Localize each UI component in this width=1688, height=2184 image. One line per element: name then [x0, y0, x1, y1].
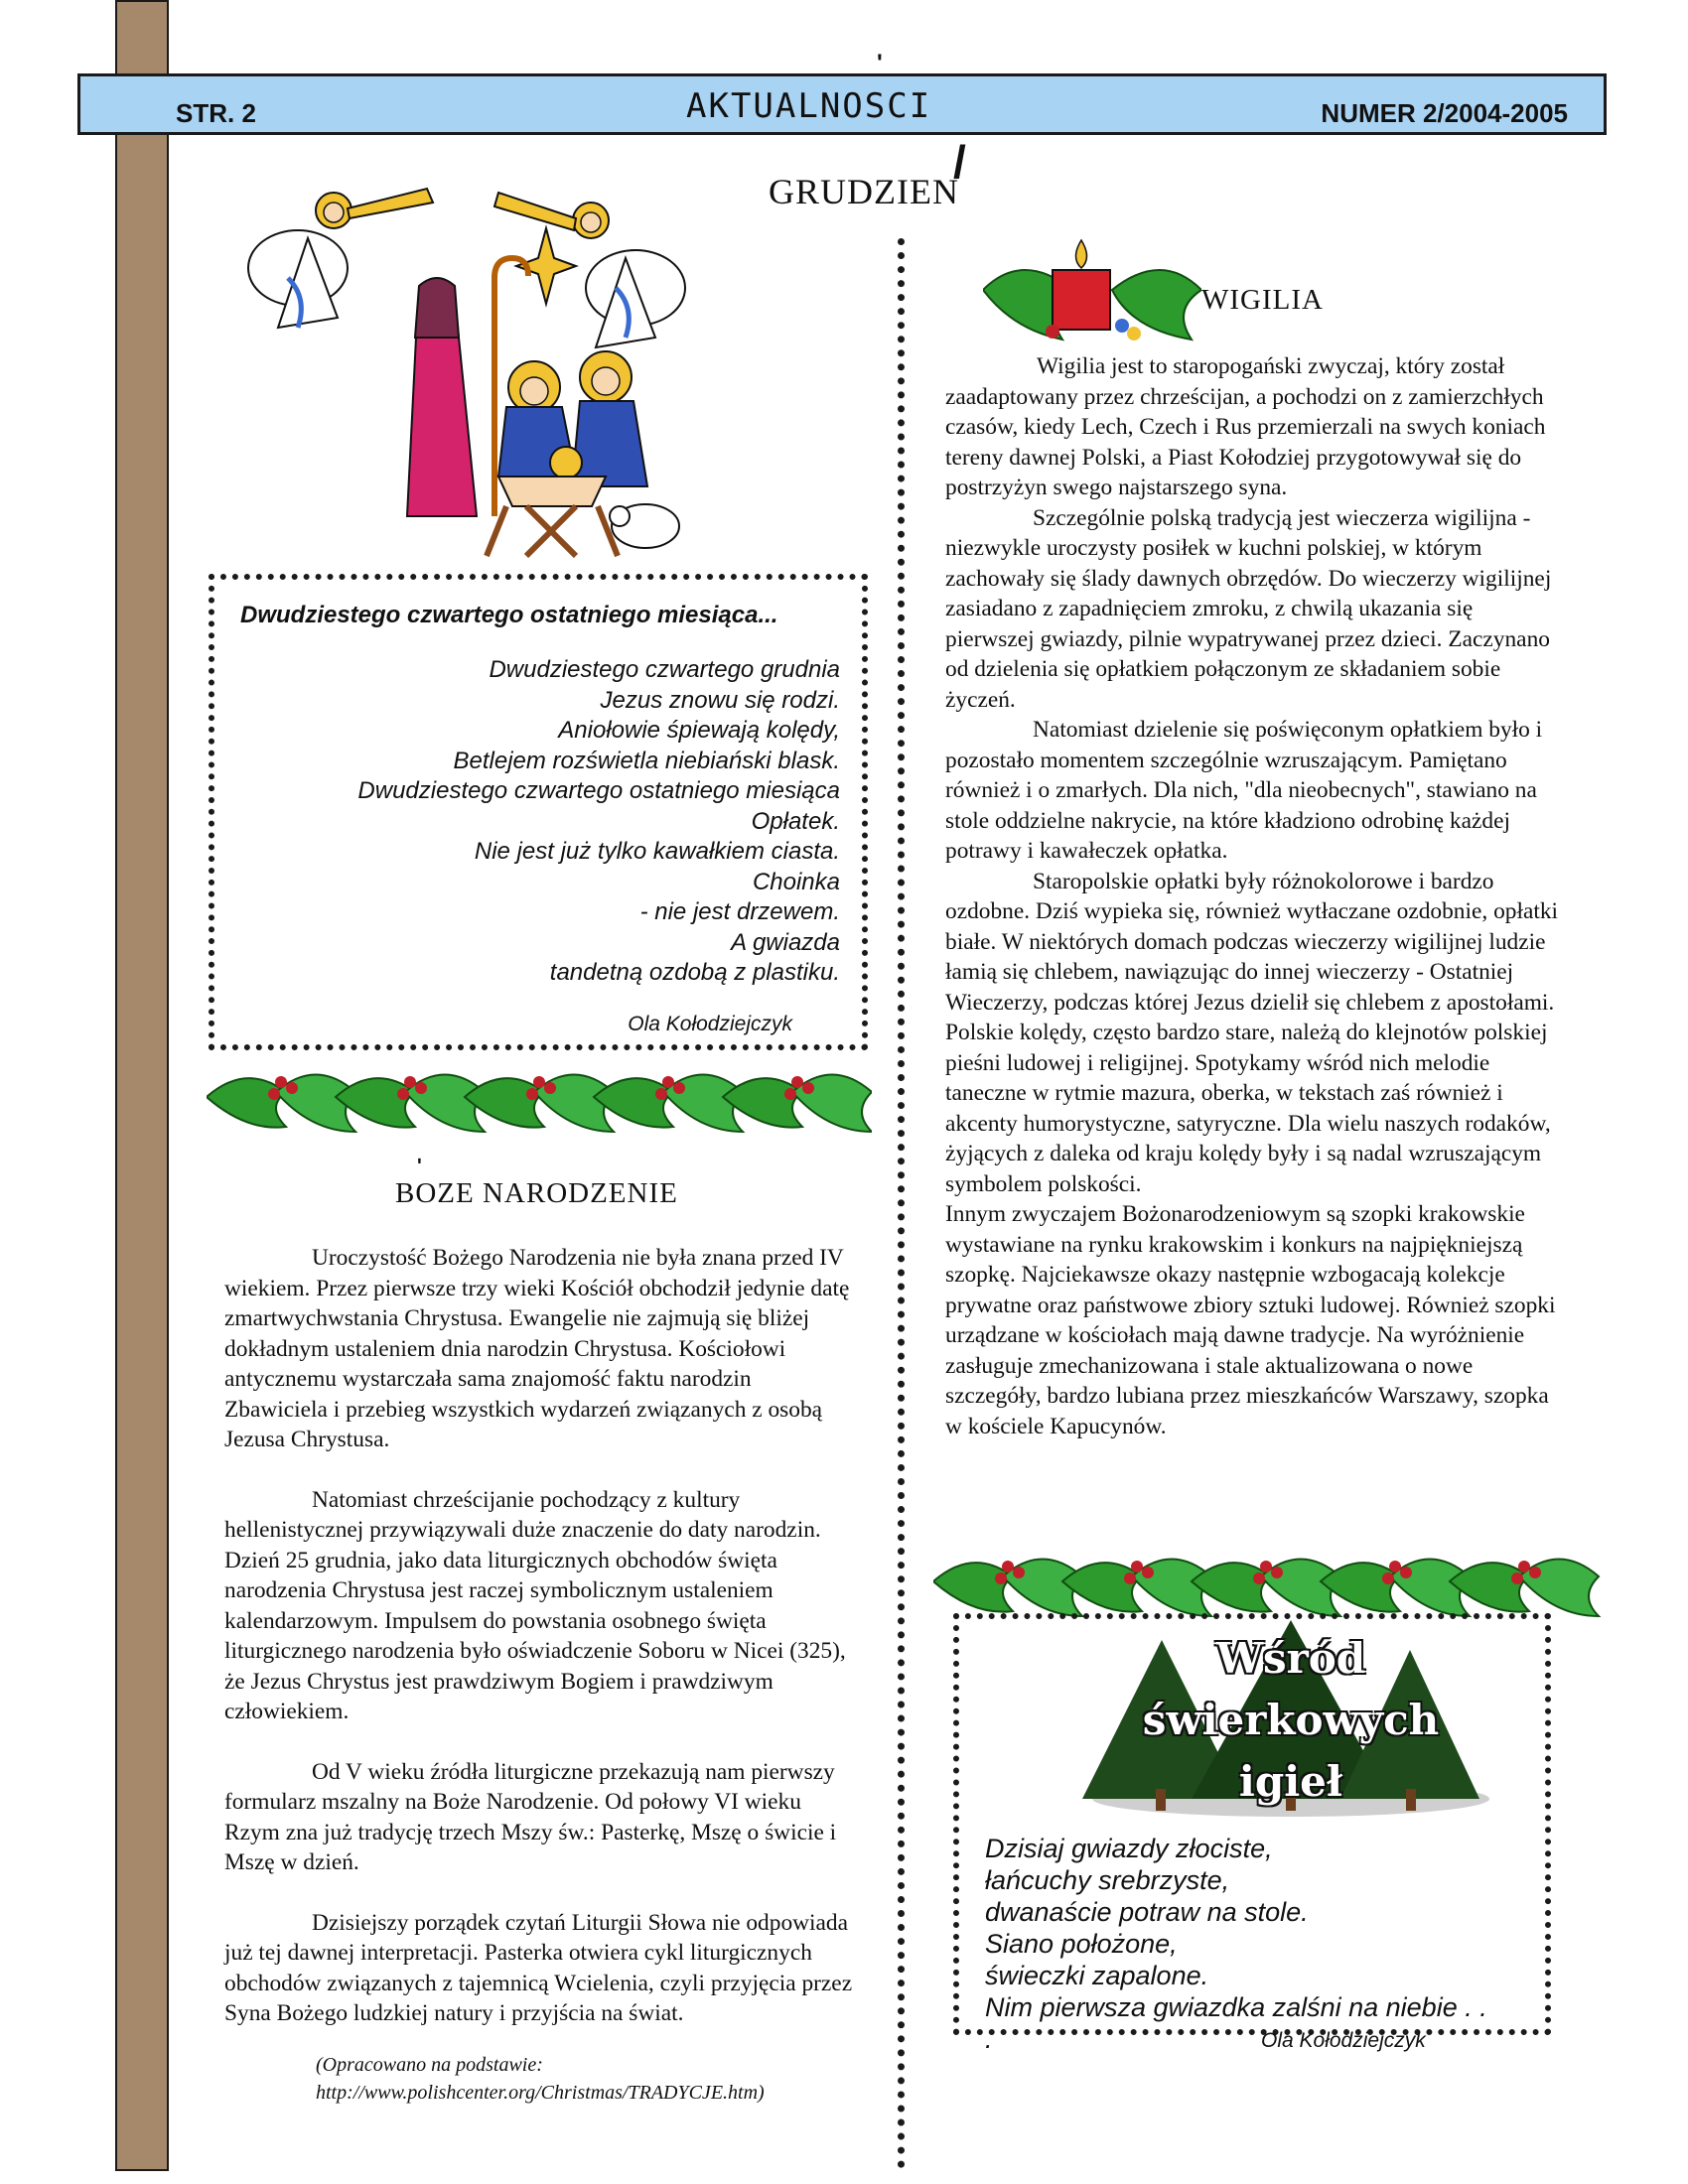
page-header: [77, 73, 1607, 135]
article-paragraph: Innym zwyczajem Bożonarodzeniowym są szopki krakowskie wystawiane na rynku krakowskim i konkurs na najpiękniejszą szopkę. Najciekawsze okazy następnie wzbogacają kolekcje prywatne oraz państwowe zbiory sztuki ludowej. Również szopki urządzane w kościołach mają dawne tradycje. Na wyróżnienie zasługuje zmechanizowana i stale aktualizowana o nowe szczegóły, bardzo lubiana przez mieszkańców Warszawy, szopka w kościele Kapucynów.: [945, 1201, 1556, 1439]
poem-title: Dwudziestego czwartego ostatniego miesiąca...: [240, 602, 778, 628]
article-title: WIGILIA: [1201, 284, 1324, 316]
accent-mark: ʹ: [877, 50, 883, 76]
poem-line: Opłatek.: [751, 807, 840, 835]
candle-icon: [983, 230, 1201, 349]
article-paragraph: Od V wieku źródła liturgiczne przekazują nam pierwszy formularz mszalny na Boże Narodzenie. Od połowy VI wieku Rzym zna już tradycję trzech Mszy św.: Pasterkę, Mszę o świcie i Mszę w dzień.: [224, 1758, 837, 1875]
accent-mark: /: [953, 136, 966, 188]
poem-line: Dwudziestego czwartego ostatniego miesiąca: [357, 777, 840, 804]
poem-line: A gwiazda: [731, 928, 840, 956]
poem-line: .: [985, 2024, 993, 2054]
angel-right-icon: [494, 193, 685, 347]
article-paragraph: Szczególnie polską tradycją jest wieczerza wigilijna - niezwykle uroczysty posiłek w kuchni polskiej, w którym zachowały się ślady dawnych obrzędów. Do wieczerzy wigilijnej zasiadano z zapadnięciem zmroku, z chwilą ukazania się pierwszej gwiazdy, pilnie wypatrywanej przez dzieci. Zaczynano od dzielenia się opłatkiem połączonym ze składaniem sobie życzeń.: [945, 504, 1552, 713]
poem-line: tandetną ozdobą z plastiku.: [549, 959, 840, 986]
accent-mark: ʹ: [417, 1156, 422, 1177]
decorative-sidebar: [115, 0, 169, 2171]
page-number: STR. 2: [176, 98, 256, 128]
holly-garland-icon: [207, 1052, 872, 1142]
poem-line: Nie jest już tylko kawałkiem ciasta.: [474, 838, 840, 865]
article-title: BOZE NARODZENIE: [395, 1177, 678, 1209]
article-paragraph: Natomiast dzielenie się poświęconym opłatkiem było i pozostało momentem szczególnie wzruszającym. Pamiętano również i o zmarłych. Dla nich, "dla nieobecnych", stawiano na stole oddzielne nakrycie, na które kładziono odrobinę każdej potrawy i kawałeczek opłatka.: [945, 717, 1543, 864]
poem-author: Ola Kołodziejczyk: [1261, 2029, 1426, 2052]
article-paragraph: Polskie kolędy, często bardzo stare, należą do klejnotów polskiej pieśni ludowej i religijnej. Spotykamy wśród nich melodie taneczne w rytmie mazura, oberka, w tekstach zaś również i akcenty humorystyczne, satyryczne. Dla wielu naszych rodaków, żyjących z daleka od kraju kolędy były i są nadal wzruszającym symbolem polskości.: [945, 1020, 1551, 1197]
poem-body: [357, 655, 840, 989]
poem-box: [209, 574, 868, 1050]
poem-line: Siano położone,: [985, 1929, 1178, 1959]
angel-left-icon: [248, 189, 433, 328]
poem-line: Dwudziestego czwartego grudnia: [489, 656, 840, 683]
poem-line: dwanaście potraw na stole.: [985, 1897, 1309, 1927]
poem-title-line: Wśród: [1215, 1634, 1366, 1683]
issue-number: NUMER 2/2004-2005: [1321, 98, 1568, 128]
poem-line: Choinka: [752, 868, 840, 895]
poem-line: łańcuchy srebrzyste,: [985, 1865, 1230, 1895]
article-paragraph: Uroczystość Bożego Narodzenia nie była znana przed IV wiekiem. Przez pierwsze trzy wieki Kościół obchodził jedynie datę zmartwychwstania Chrystusa. Ewangelie nie zajmują się bliżej dokładnym ustaleniem dnia narodzin Chrystusa. Kościołowi antycznemu wystarczała sama znajomość faktu narodzin Zbawiciela i przebieg wszystkich wydarzeń związanych z osobą Jezusa Chrystusa.: [224, 1245, 850, 1452]
poem-line: Dzisiaj gwiazdy złociste,: [985, 1834, 1273, 1863]
month-title: GRUDZIEN: [769, 172, 959, 211]
shepherd-figure-icon: [572, 351, 647, 486]
source-line: (Opracowano na podstawie:: [316, 2054, 543, 2076]
poem-title: [1092, 1628, 1489, 1813]
poem-line: Betlejem rozświetla niebiański blask.: [453, 747, 840, 774]
poem-body: [985, 1833, 1487, 2055]
source-link: http://www.polishcenter.org/Christmas/TRADYCJE.htm): [316, 2082, 765, 2104]
nativity-illustration: [238, 179, 695, 566]
article-paragraph: Wigilia jest to staropogański zwyczaj, który został zaadaptowany przez chrześcijan, a pochodzi on z zamierzchłych czasów, kiedy Lech, Czech i Rus przemierzali na swych koniach tereny dawnej Polski, a Piast Kołodziej przygotowywał się do postrzyżyn swego najstarszego syna.: [945, 353, 1546, 500]
article-paragraph: Natomiast chrześcijanie pochodzący z kultury hellenistycznej przywiązywali duże znaczenie do daty narodzin. Dzień 25 grudnia, jako data liturgicznych obchodów święta narodzenia Chrystusa jest raczej symbolicznym ustaleniem kalendarzowym. Impulsem do powstania osobnego święta liturgicznego narodzenia było oświadczenie Soboru w Nicei (325), że Jezus Chrystus jest prawdziwym Bogiem i prawdziwym człowiekiem.: [224, 1486, 846, 1724]
poem-title-line: igieł: [1238, 1757, 1343, 1806]
poem-line: Aniołowie śpiewają kolędy,: [558, 717, 840, 744]
poem-line: świeczki zapalone.: [985, 1961, 1209, 1990]
column-divider: [898, 238, 905, 2169]
article-body: [224, 1243, 860, 2029]
article-paragraph: Staropolskie opłatki były różnokolorowe i bardzo ozdobne. Dziś wypieka się, również wytłaczane ozdobnie, opłatki białe. W niektórych domach podczas wieczerzy wigilijnej ludzie łamią się chlebem, nawiązując do innej wieczerzy - Ostatniej Wieczerzy, podczas której Jezus dzielił się chlebem z apostołami.: [945, 868, 1559, 1016]
poem-line: Jezus znowu się rodzi.: [600, 686, 840, 714]
poem-title-line: świerkowych: [1142, 1696, 1440, 1744]
joseph-figure-icon: [407, 278, 477, 516]
article-paragraph: Dzisiejszy porządek czytań Liturgii Słowa nie odpowiada już tej dawnej interpretacji. Pasterka otwiera cykl liturgicznych obchodów związanych z tajemnicą Wcielenia, czyli przyjęcia przez Syna Bożego ludzkiej natury i przyjścia na świat.: [224, 1909, 853, 2026]
section-title: AKTUALNOSCI: [686, 86, 932, 126]
source-note: [316, 2051, 765, 2107]
poem-line: - nie jest drzewem.: [639, 898, 840, 925]
poem-line: Nim pierwsza gwiazdka zalśni na niebie . .: [985, 1992, 1487, 2022]
poem-author: Ola Kołodziejczyk: [628, 1013, 792, 1035]
article-body: [945, 351, 1561, 1441]
